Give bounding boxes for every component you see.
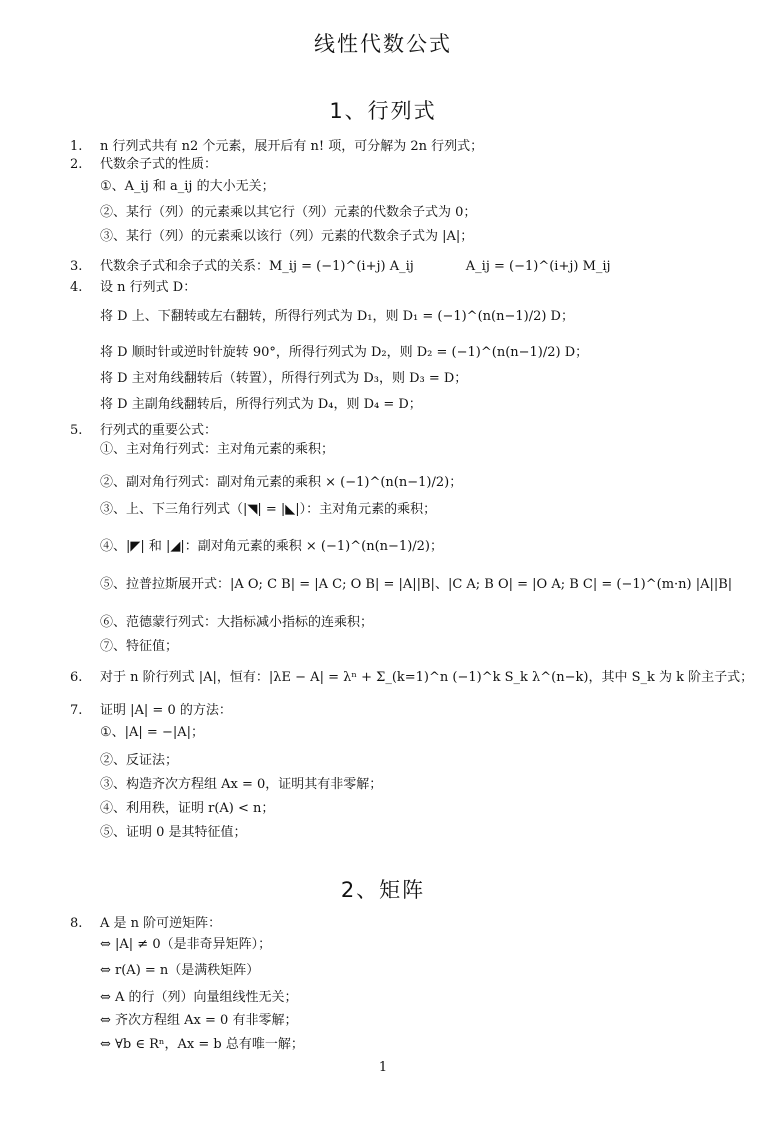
sub-item: 将 D 主对角线翻转后（转置），所得行列式为 D₃，则 D₃ = D； <box>100 371 468 386</box>
sub-item: ⇔ |A| ≠ 0（是非奇异矩阵）； <box>100 937 272 952</box>
item-number: 2. <box>70 157 83 172</box>
sub-item: ⑥、范德蒙行列式：大指标减小指标的连乘积； <box>100 615 374 630</box>
item-number: 6. <box>70 670 83 685</box>
item-text: 行列式的重要公式： <box>100 423 218 438</box>
item-number: 7. <box>70 703 83 718</box>
section-heading-determinants: 1、行列式 <box>329 99 437 123</box>
sub-item: ①、|A| = −|A|； <box>100 725 205 740</box>
sub-item: ⑦、特征值； <box>100 639 179 654</box>
item-text: 证明 |A| = 0 的方法： <box>100 703 232 718</box>
item-text: 代数余子式的性质： <box>100 157 218 172</box>
sub-item: 将 D 主副角线翻转后，所得行列式为 D₄，则 D₄ = D； <box>100 397 422 412</box>
item-text: n 行列式共有 n2 个元素，展开后有 n! 项，可分解为 2n 行列式； <box>100 139 484 154</box>
item-number: 5. <box>70 423 83 438</box>
item-text: A 是 n 阶可逆矩阵： <box>100 916 222 931</box>
sub-item: ⇔ r(A) = n（是满秩矩阵） <box>100 963 260 978</box>
page-number: 1 <box>378 1060 388 1075</box>
item-number: 1. <box>70 139 83 154</box>
sub-item: 将 D 顺时针或逆时针旋转 90°，所得行列式为 D₂，则 D₂ = (−1)^(n(n−1)/2) D； <box>100 345 589 360</box>
item-text: 代数余子式和余子式的关系：M_ij = (−1)^(i+j) A_ij A_ij = (−1)^(i+j) M_ij <box>100 259 611 274</box>
sub-item: ⇔ ∀b ∈ Rⁿ，Ax = b 总有唯一解； <box>100 1037 304 1052</box>
item-text: 对于 n 阶行列式 |A|，恒有：|λE − A| = λⁿ + Σ_(k=1)^n (−1)^k S_k λ^(n−k)，其中 S_k 为 k 阶主子式； <box>100 670 754 685</box>
sub-item: ③、某行（列）的元素乘以该行（列）元素的代数余子式为 |A|； <box>100 229 474 244</box>
sub-item: ②、某行（列）的元素乘以其它行（列）元素的代数余子式为 0； <box>100 205 477 220</box>
sub-item: ⑤、拉普拉斯展开式：|A O; C B| = |A C; O B| = |A||B|、|C A; B O| = |O A; B C| = (−1)^(m·n) |A||B| <box>100 577 733 592</box>
sub-item: ④、|◤| 和 |◢|：副对角元素的乘积 × (−1)^(n(n−1)/2)； <box>100 539 443 554</box>
sub-item: ⇔ A 的行（列）向量组线性无关； <box>100 990 298 1005</box>
item-number: 3. <box>70 259 83 274</box>
item-number: 8. <box>70 916 83 931</box>
item-text: 设 n 行列式 D： <box>100 280 197 295</box>
sub-item: ①、A_ij 和 a_ij 的大小无关； <box>100 179 275 194</box>
sub-item: ②、副对角行列式：副对角元素的乘积 × (−1)^(n(n−1)/2)； <box>100 475 463 490</box>
sub-item: 将 D 上、下翻转或左右翻转，所得行列式为 D₁，则 D₁ = (−1)^(n(n−1)/2) D； <box>100 309 574 324</box>
sub-item: ⇔ 齐次方程组 Ax = 0 有非零解； <box>100 1013 298 1028</box>
sub-item: ③、构造齐次方程组 Ax = 0，证明其有非零解； <box>100 777 383 792</box>
item-number: 4. <box>70 280 83 295</box>
sub-item: ⑤、证明 0 是其特征值； <box>100 825 247 840</box>
section-heading-matrices: 2、矩阵 <box>340 878 426 902</box>
sub-item: ②、反证法； <box>100 753 179 768</box>
sub-item: ④、利用秩，证明 r(A) < n； <box>100 801 275 816</box>
sub-item: ①、主对角行列式：主对角元素的乘积； <box>100 442 335 457</box>
document-title: 线性代数公式 <box>314 32 452 56</box>
sub-item: ③、上、下三角行列式（|◥| = |◣|）：主对角元素的乘积； <box>100 502 437 517</box>
